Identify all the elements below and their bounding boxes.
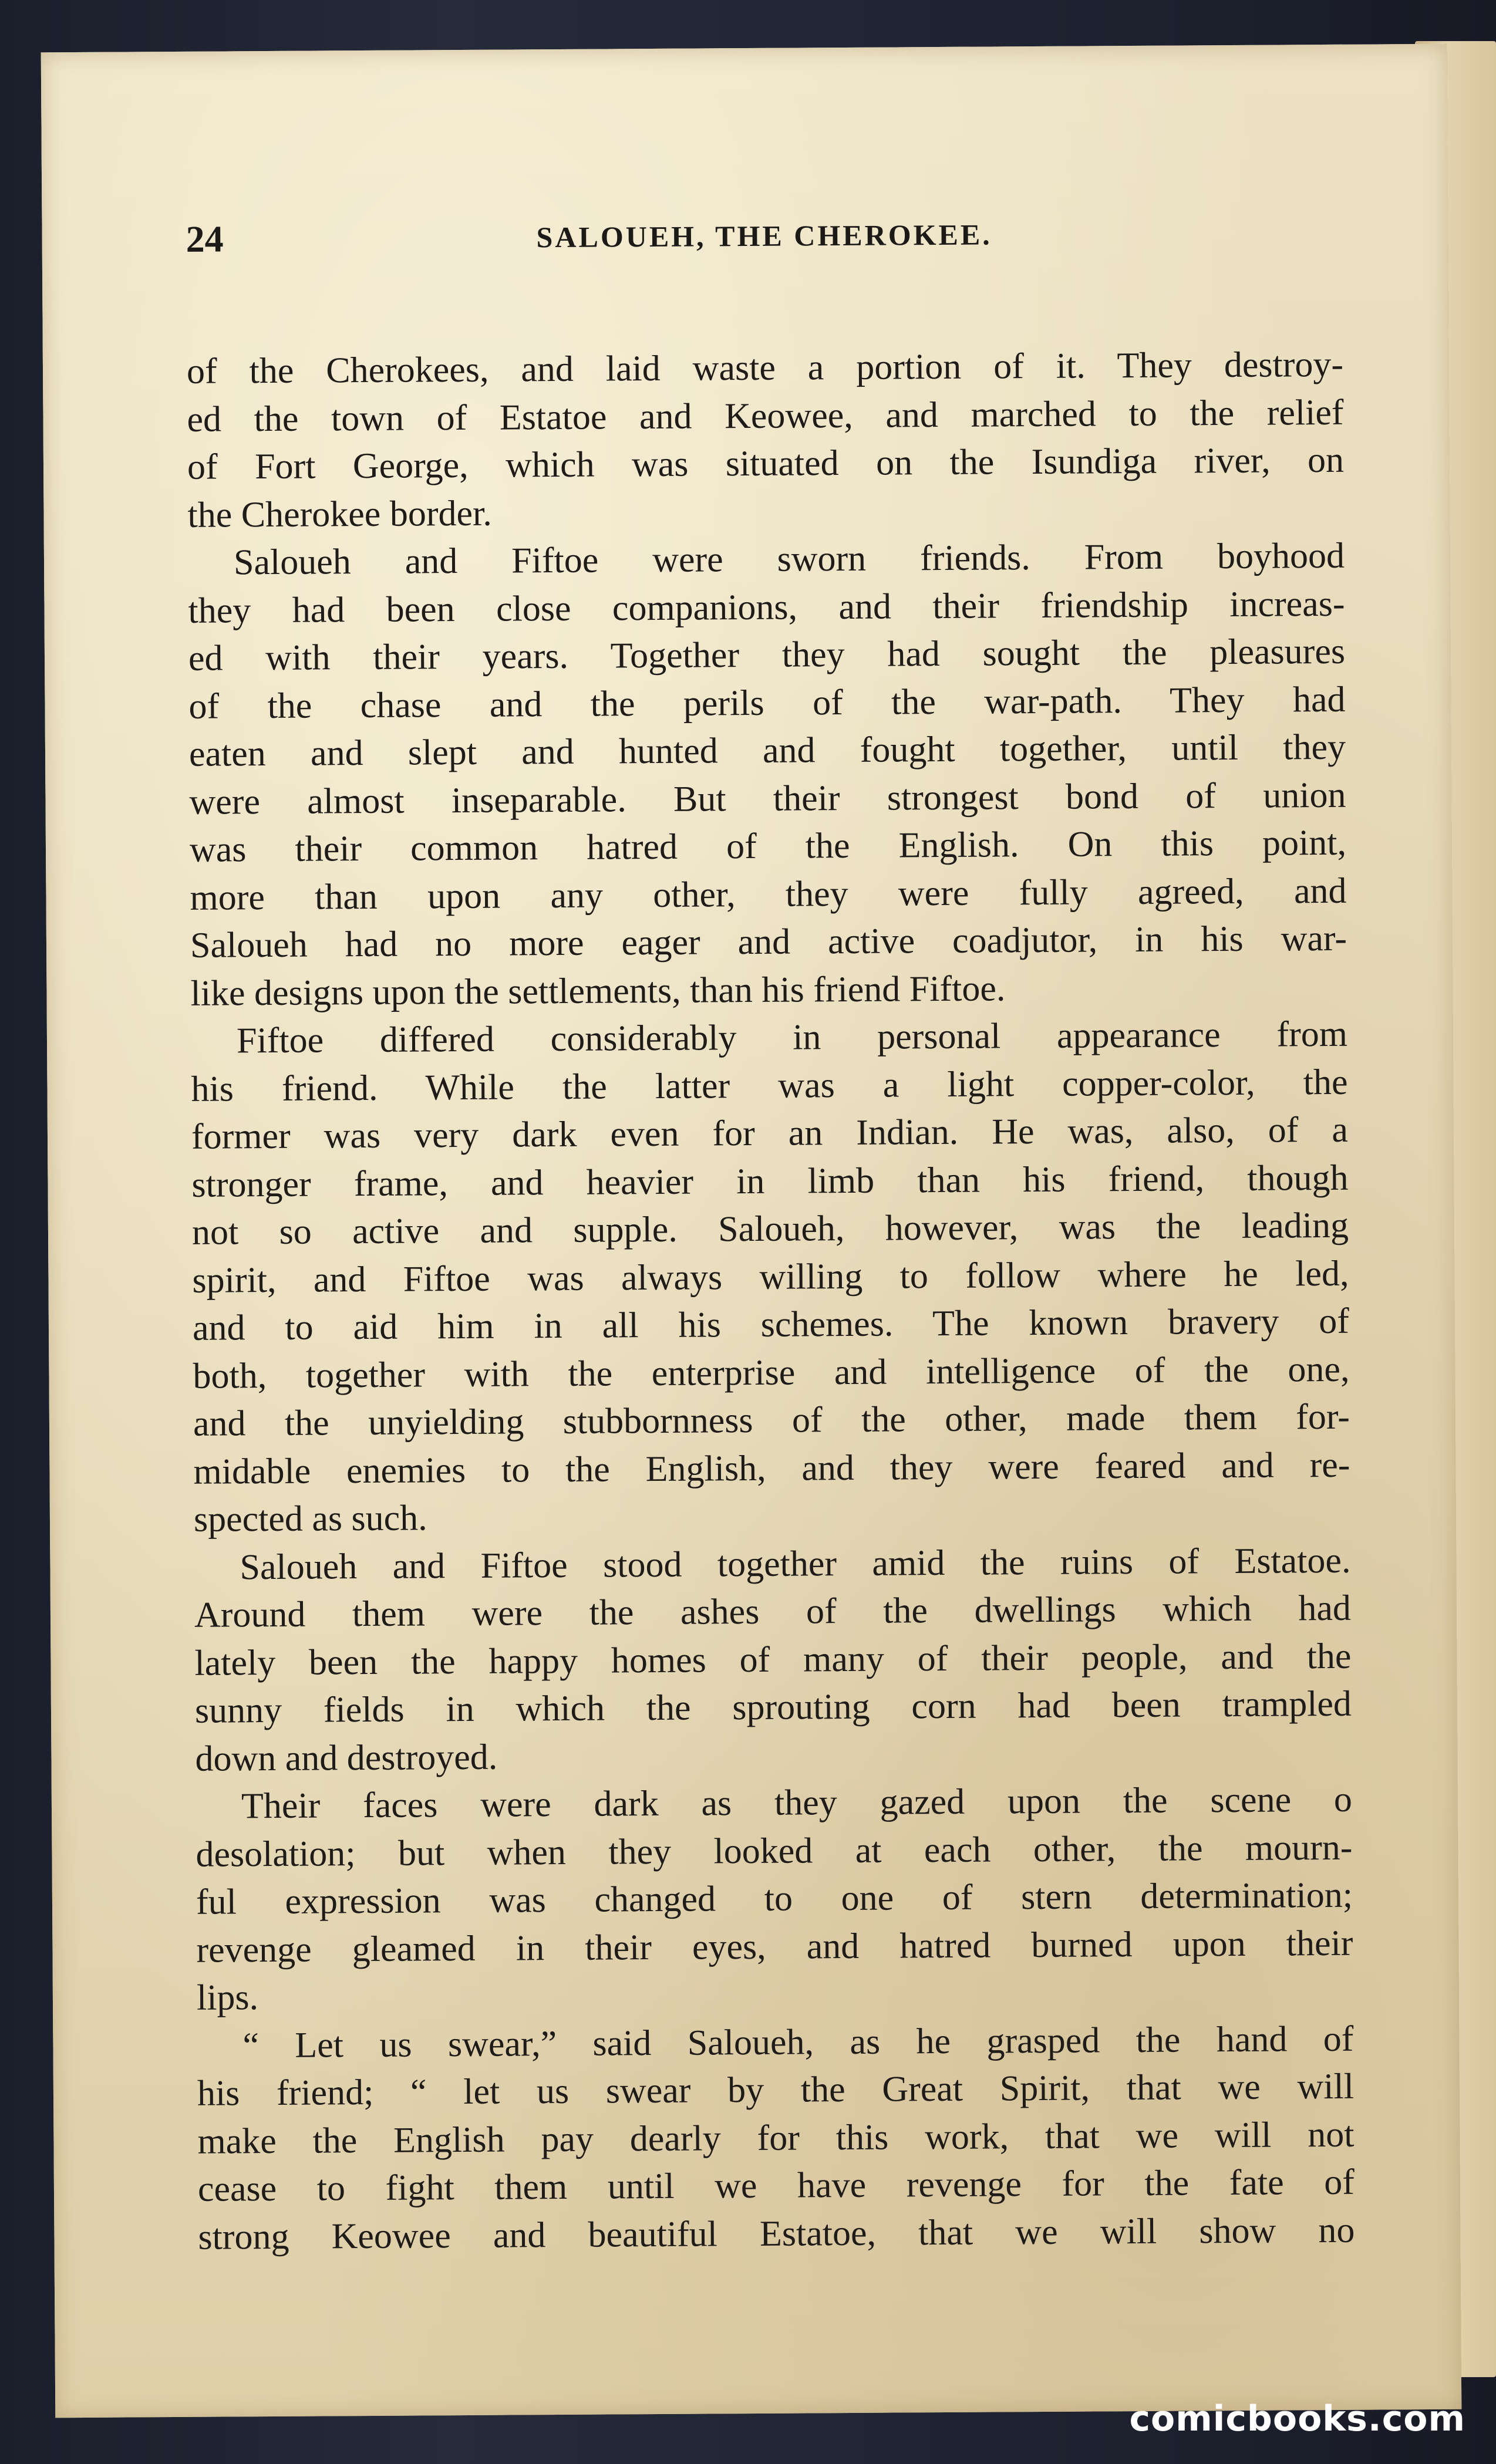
text-line: down and destroyed. [195, 1737, 498, 1779]
text-line: ed with their years. Together they had sought the pleasures [188, 631, 1346, 679]
text-line: former was very dark even for an Indian. He was, also, of a [191, 1109, 1349, 1157]
text-line: of the Cherokees, and laid waste a portion of it. They destroy- [186, 344, 1344, 391]
book-page [41, 44, 1462, 2418]
text-line: Saloueh and Fiftoe were sworn friends. From boyhood [233, 535, 1345, 583]
paragraph [194, 1537, 1352, 1783]
text-line: Around them were the ashes of the dwellings which had [194, 1588, 1352, 1635]
text-line: cease to fight them until we have revenge for the fate of [197, 2162, 1355, 2209]
watermark: comicbooks.com [1129, 2398, 1465, 2439]
text-line: spirit, and Fiftoe was always willing to follow where he led, [192, 1253, 1349, 1301]
paragraph [187, 341, 1345, 539]
text-line: Fiftoe differed considerably in personal appearance from [236, 1014, 1348, 1061]
text-line: eaten and slept and hunted and fought together, until they [188, 727, 1346, 774]
paragraph [196, 1776, 1353, 2023]
text-line: ed the town of Estatoe and Keowee, and marched to the relief [187, 392, 1344, 440]
paragraph [197, 2015, 1355, 2262]
text-line: not so active and supple. Saloueh, however, was the leading [191, 1205, 1349, 1253]
text-line: strong Keowee and beautiful Estatoe, that we will show no [198, 2210, 1355, 2257]
text-line: and to aid him in all his schemes. The known bravery of [192, 1301, 1350, 1348]
text-line: make the English pay dearly for this work, that we will not [197, 2114, 1355, 2162]
text-line: the Cherokee border. [187, 493, 492, 535]
text-line: ful expression was changed to one of stern determination; [196, 1875, 1353, 1922]
text-line: his friend. While the latter was a light copper-color, the [191, 1062, 1348, 1109]
paragraph [191, 1011, 1350, 1544]
text-line: lately been the happy homes of many of their people, and the [194, 1636, 1352, 1683]
text-line: they had been close companions, and their friendship increas- [188, 583, 1345, 631]
body-text [187, 341, 1355, 2262]
paragraph [188, 532, 1347, 1018]
text-line: spected as such. [193, 1498, 427, 1540]
text-line: Saloueh and Fiftoe stood together amid the ruins of Estatoe. [240, 1540, 1351, 1587]
text-line: desolation; but when they looked at each other, the mourn- [196, 1827, 1353, 1875]
text-line: were almost inseparable. But their strongest bond of union [189, 775, 1346, 822]
running-head [186, 206, 1343, 266]
text-line: stronger frame, and heavier in limb than his friend, though [191, 1157, 1349, 1205]
text-line: of Fort George, which was situated on the Isundiga river, on [187, 440, 1345, 487]
text-line: sunny fields in which the sprouting corn had been trampled [194, 1683, 1352, 1731]
text-line: was their common hatred of the English. On this point, [189, 822, 1347, 870]
text-line: revenge gleamed in their eyes, and hatred burned upon their [196, 1923, 1353, 1970]
text-line: “ Let us swear,” said Saloueh, as he grasped the hand of [242, 2019, 1354, 2065]
text-line: more than upon any other, they were fully agreed, and [190, 870, 1347, 918]
text-line: Their faces were dark as they gazed upon the scene o [241, 1779, 1353, 1827]
text-line: of the chase and the perils of the war-path. They had [188, 679, 1346, 727]
page-number: 24 [186, 218, 224, 260]
text-line: lips. [196, 1977, 259, 2018]
text-line: and the unyielding stubbornness of the other, made them for- [193, 1396, 1350, 1444]
text-line: like designs upon the settlements, than his friend Fiftoe. [190, 968, 1006, 1014]
text-line: midable enemies to the English, and they were feared and re- [193, 1444, 1350, 1492]
text-line: both, together with the enterprise and intelligence of the one, [193, 1349, 1350, 1396]
text-line: his friend; “ let us swear by the Great Spirit, that we will [197, 2066, 1355, 2114]
running-title: SALOUEH, THE CHEROKEE. [536, 218, 992, 254]
text-line: Saloueh had no more eager and active coadjutor, in his war- [190, 918, 1347, 966]
